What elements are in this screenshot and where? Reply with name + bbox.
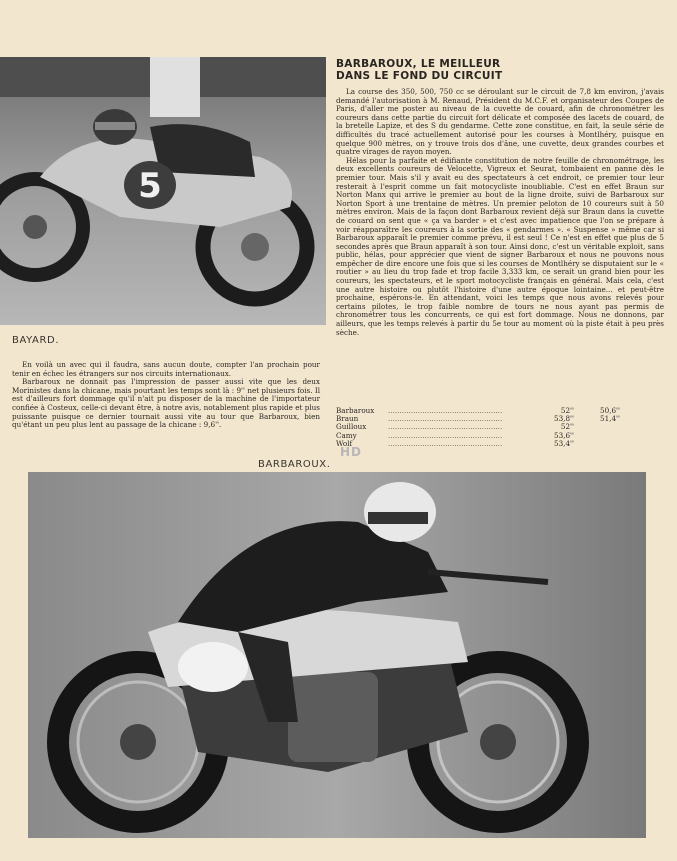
lap-time-1: 53,4'': [554, 438, 574, 448]
lap-time-row: [336, 423, 636, 431]
headline-line-1: BARBAROUX, LE MEILLEUR: [336, 58, 501, 70]
bayard-caption: BAYARD.: [12, 335, 60, 346]
rider-name: Camy: [336, 430, 357, 440]
article-left-column: [12, 361, 320, 430]
lap-time-2: 51,4'': [600, 414, 620, 424]
headline-line-2: DANS LE FOND DU CIRCUIT: [336, 70, 503, 82]
rider-name: Wolf: [336, 438, 353, 448]
leader-dots: ..................................................: [388, 439, 503, 448]
article-paragraph: En voilà un avec qui il faudra, sans aucun doute, compter l'an prochain pour tenir en échec les étrangers sur nos circuits internationaux.: [12, 360, 320, 378]
lap-time-row: [336, 432, 636, 440]
lap-time-1: 53,6'': [554, 430, 574, 440]
article-paragraph: Barbaroux ne donnait pas l'impression de passer aussi vite que les deux Morinistes dans la chicane, mais pourtant les temps sont là : 9'' net plusieurs fois. Il est d'ailleurs fort dommage qu'il n'ait pu disposer de la machine de l'importateur confiée à Costeux, celle-ci devant être, à notre avis, notablement plus rapide et plus puissante puisque ce dernier tournait aussi vite au tour que Barbaroux, bien qu'étant un peu plus lent au passage de la chicane : 9,6''.: [12, 377, 320, 430]
watermark-logo: HD: [340, 445, 363, 459]
barbaroux-caption: BARBAROUX.: [258, 459, 331, 470]
lap-time-row: [336, 440, 636, 448]
lap-time-1: 52'': [560, 406, 574, 415]
lap-time-1: 52'': [560, 422, 574, 432]
bayard-race-number: 5: [138, 166, 162, 206]
barbaroux-photo: [28, 472, 646, 838]
article-headline: [336, 58, 656, 82]
lap-time-1: 53,8'': [554, 414, 574, 424]
article-paragraph: La course des 350, 500, 750 cc se déroulant sur le circuit de 7,8 km environ, j'avais demandé l'autorisation à M. Renaud, Président du M.C.F. et organisateur des Coupes de Paris, d'aller me poster au niveau de la cuvette de couard, afin de chronométrer les coureurs dans cette partie du circuit fort délicate et composée des lacets de couard, de la bretelle Lapize, et des S du gendarme. Cette zone constitue, en fait, la seule série de difficultés du tracé actuellement autorisé pour les courses à Montlhéry, puisque en quelque 900 mètres, on y trouve trois dos d'âne, une cuvette, deux grandes courbes et quatre virages de rayon moyen.: [336, 87, 664, 157]
lap-times-table: [336, 407, 636, 448]
article-right-column: [336, 88, 664, 337]
leader-dots: ..................................................: [388, 415, 503, 424]
leader-dots: ..................................................: [388, 407, 503, 415]
lap-time-2: [574, 432, 620, 440]
rider-name: Guilloux: [336, 422, 367, 432]
rider-name: Barbaroux: [336, 406, 375, 415]
leader-dots: ..................................................: [388, 431, 503, 440]
lap-time-row: [336, 407, 636, 415]
lap-time-2: [574, 440, 620, 448]
article-paragraph: Hélas pour la parfaite et édifiante constitution de notre feuille de chronométrage, les deux excellents coureurs de Velocette, Vigreux et Seurat, tombaient en panne dès le premier tour. Mais s'il y avait eu des spectateurs à cet endroit, ce premier tour leur resterait à l'esprit comme un fait motocycliste inoubliable. C'est en effet Braun sur Norton Manx qui arrive le premier au bout de la ligne droite, suivi de Barbaroux sur Norton Sport à une trentaine de mètres. Un premier peloton de 10 coureurs suit à 50 mètres environ. Mais de la façon dont Barbaroux revient déjà sur Braun dans la cuvette de couard on sent que « ça va barder » et c'est avec impatience que l'on se prépare à voir réapparaître les coureurs à la sortie des « gendarmes ». « Suspense » même car si Barbaroux apparaît le premier comme prévu, il est seul ! Ce n'est en effet que plus de 5 secondes après que Braun apparaît à son tour. Ainsi donc, c'est un véritable exploit, sans public, hélas, pour apprécier que vient de signer Barbaroux et nous ne pouvons nous empêcher de dire encore une fois que si les courses de Montlhéry se disputaient sur le « routier » au lieu du trop fade et trop facile 3,333 km, ce serait un grand bien pour les coureurs, les spectateurs, et le sport motocycliste français en général. Mais cela, c'est une autre histoire ou plutôt l'histoire d'une autre époque lointaine... et peut-être prochaine, espérons-le. En attendant, voici les temps que nous avons relevés pour certains pilotes, le trop faible nombre de tours ne nous ayant pas permis de chronométrer tous les concurrents, ce qui est fort dommage. Nous ne donnons, par ailleurs, que les temps relevés à partir du 5e tour au moment où la piste était à peu près sèche.: [336, 155, 664, 337]
rider-name: Braun: [336, 414, 359, 424]
lap-time-2: 50,6'': [600, 406, 620, 415]
bayard-photo: [0, 57, 326, 325]
leader-dots: ..................................................: [388, 423, 503, 432]
lap-time-row: [336, 415, 636, 423]
lap-time-2: [574, 423, 620, 431]
